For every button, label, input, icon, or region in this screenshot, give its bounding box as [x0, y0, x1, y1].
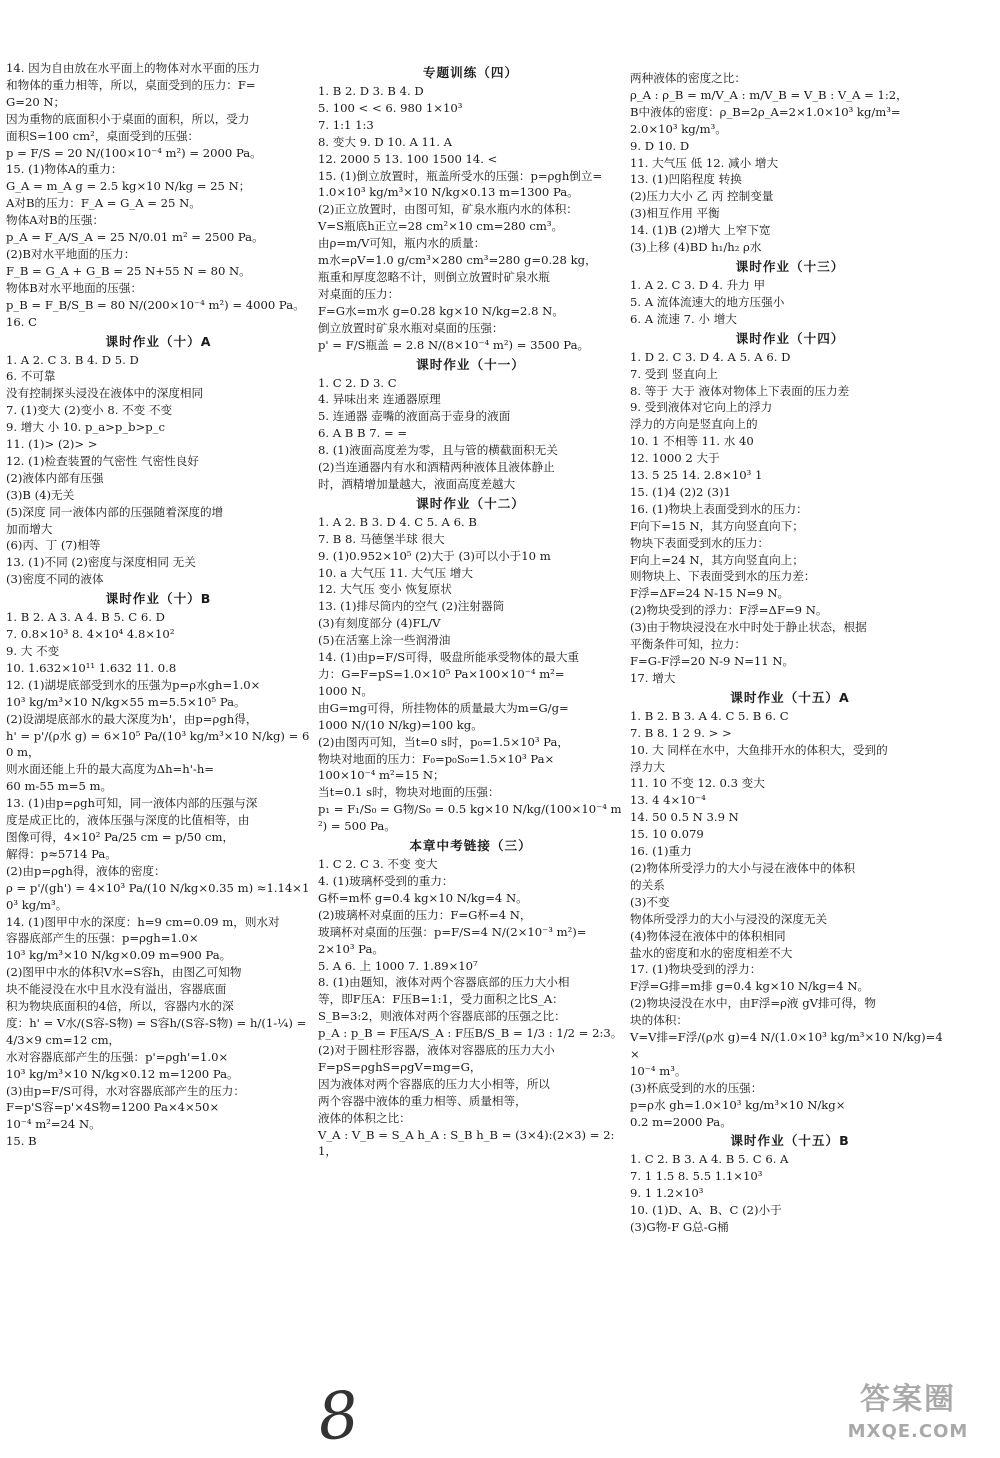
answer-line: 浮力的方向是竖直向上的 — [630, 417, 758, 432]
answer-line: p_B = F_B/S_B = 80 N/(200×10⁻⁴ m²) = 4000 Pa。 — [6, 297, 305, 312]
answer-line: 9. 1 1.2×10³ — [630, 1186, 704, 1201]
answer-line: (2)液体内部有压强 — [6, 470, 104, 485]
section-heading: 课时作业（十五）A — [730, 689, 850, 705]
answer-line: (3)G物-F G总-G桶 — [630, 1220, 729, 1235]
answer-line: 13. (1)凹陷程度 转换 — [630, 172, 742, 187]
answer-line: 两种液体的密度之比： — [630, 71, 746, 85]
answer-line: 8. (1)液面高度差为零，且与管的横截面积无关 — [318, 443, 558, 458]
answer-line: 14. (1)图甲中水的深度：h=9 cm=0.09 m，则水对 — [6, 914, 280, 929]
answer-line: 15. 10 0.079 — [630, 827, 704, 842]
answer-line: 8. (1)由题知，液体对两个容器底部的压力大小相 — [318, 975, 570, 990]
answer-line: F=G-F浮=20 N-9 N=11 N。 — [630, 654, 795, 668]
answer-line: 12. 大气压 变小 恢复原状 — [318, 582, 452, 597]
answer-line: 因为重物的底面积小于桌面的面积，所以，受力 — [6, 111, 250, 126]
answer-line: G_A = m_A g = 2.5 kg×10 N/kg = 25 N； — [6, 179, 251, 194]
answer-line: 15. (1)倒立放置时，瓶盖所受水的压强：p=ρgh倒立= — [318, 168, 603, 183]
answer-line: 力：G=F=pS=1.0×10⁵ Pa×100×10⁻⁴ m²= — [318, 667, 565, 681]
answer-line: B中液体的密度：ρ_B=2ρ_A=2×1.0×10³ kg/m³= — [630, 104, 901, 119]
answer-line: 60 m-55 m=5 m。 — [6, 779, 113, 794]
answer-line: 4/3×9 cm=12 cm， — [6, 1032, 121, 1047]
answer-line: 盐水的密度和水的密度相差不大 — [630, 945, 793, 960]
answer-line: 8. 变大 9. D 10. A 11. A — [318, 134, 453, 149]
answer-line: ρ_A : ρ_B = m/V_A : m/V_B = V_B : V_A = 1:2， — [630, 87, 908, 102]
answer-line: 玻璃杯对桌面的压强：p=F/S=4 N/(2×10⁻³ m²)= — [318, 924, 587, 939]
answer-line: 的关系 — [630, 877, 665, 892]
answer-line: 1. A 2. C 3. D 4. 升力 甲 — [630, 277, 766, 292]
answer-line: (2)当连通器内有水和酒精两种液体且液体静止 — [318, 460, 555, 475]
section-heading: 专题训练（四） — [422, 65, 519, 80]
answer-line: G杯=m杯 g=0.4 kg×10 N/kg=4 N。 — [318, 890, 528, 905]
answer-line: 14. 50 0.5 N 3.9 N — [630, 810, 739, 825]
answer-line: (3)由p=F/S可得，水对容器底部产生的压力： — [6, 1083, 245, 1098]
answer-line: 10. 大 同样在水中，大鱼排开水的体积大，受到的 — [630, 742, 888, 757]
section-heading: 课时作业（十）B — [105, 591, 212, 607]
answer-line: 等，即F压A：F压B=1:1，受力面积之比S_A： — [318, 992, 564, 1007]
answer-line: F向上=24 N，其方向竖直向上； — [630, 552, 804, 567]
answer-line: 1. B 2. B 3. A 4. C 5. B 6. C — [630, 708, 789, 723]
answer-line: (6)丙、丁 (7)相等 — [6, 538, 101, 553]
answer-line: 面积S=100 cm²，桌面受到的压强： — [6, 128, 200, 143]
answer-line: 100×10⁻⁴ m²=15 N； — [318, 768, 445, 783]
answer-line: 5. 连通器 壶嘴的液面高于壶身的液面 — [318, 409, 511, 424]
answer-line: 1. B 2. A 3. A 4. B 5. C 6. D — [6, 610, 165, 625]
answer-line: 物体A对B的压强： — [6, 213, 105, 228]
answer-line: 7. 0.8×10³ 8. 4×10⁴ 4.8×10² — [6, 627, 175, 642]
answer-line: 1. C 2. B 3. A 4. B 5. C 6. A — [630, 1152, 789, 1167]
answer-line: 积为物块底面积的4倍，所以，容器内水的深 — [6, 999, 234, 1014]
answer-line: V=S瓶底h正立=28 cm²×10 cm=280 cm³。 — [318, 219, 564, 234]
section-heading: 课时作业（十三） — [735, 258, 845, 274]
section-heading: 课时作业（十）A — [105, 333, 212, 349]
answer-line: 没有控制探头浸没在液体中的深度相同 — [6, 386, 204, 401]
answer-line: (2)图甲中水的体积V水=S容h，由图乙可知物 — [6, 965, 242, 980]
answer-line: 液体的体积之比： — [318, 1110, 411, 1125]
answer-line: 度：h' = V水/(S容-S物) = S容h/(S容-S物) = h/(1-¼) = — [6, 1015, 307, 1030]
answer-line: (4)物体浸在液体中的体积相同 — [630, 928, 786, 943]
answer-line: 6. A 流速 7. 小 增大 — [630, 311, 737, 326]
answer-line: 解得：p≈5714 Pa。 — [6, 846, 117, 861]
answer-line: 10³ kg/m³×10 N/kg×0.12 m=1200 Pa。 — [6, 1066, 239, 1081]
answer-line: (3)相互作用 平衡 — [630, 206, 720, 221]
answer-line: 13. (1)不同 (2)密度与深度相同 无关 — [6, 555, 196, 570]
answer-line: m水=ρV=1.0 g/cm³×280 cm³=280 g=0.28 kg， — [318, 253, 597, 268]
answer-line: (2)设湖堤底部水的最大深度为h'，由p=ρgh得， — [6, 711, 258, 726]
answer-line: 1. C 2. D 3. C — [318, 375, 397, 390]
answer-line: 13. (1)排尽筒内的空气 (2)注射器筒 — [318, 599, 505, 614]
answer-line: F=p'S容=p'×4S物=1200 Pa×4×50× — [6, 1100, 220, 1115]
answer-line: 10⁻⁴ m³。 — [630, 1063, 687, 1078]
answer-line: F_B = G_A + G_B = 25 N+55 N = 80 N。 — [6, 263, 251, 278]
answer-line: 9. 增大 小 10. p_a>p_b>p_c — [6, 420, 165, 435]
answer-line: 两个容器中液体的重力相等、质量相等， — [318, 1093, 527, 1108]
answer-line: A对B的压力：F_A = G_A = 25 N。 — [6, 196, 201, 211]
answer-line: 块的体积： — [630, 1013, 688, 1028]
answer-line: 12. (1)湖堤底部受到水的压强为p=ρ水gh=1.0× — [6, 677, 261, 692]
answer-line: 7. (1)变大 (2)变小 8. 不变 不变 — [6, 403, 173, 418]
answer-line: 1.0×10³ kg/m³×10 N/kg×0.13 m=1300 Pa。 — [318, 185, 579, 200]
answer-line: 平衡条件可知，拉力： — [630, 637, 746, 652]
watermark-brand: 答案圈 — [860, 1382, 956, 1417]
answer-line: 14. (1)B (2)增大 上窄下宽 — [630, 223, 771, 238]
answer-line: 因为液体对两个容器底的压力大小相等，所以 — [318, 1076, 550, 1091]
answer-line: 瓶重和厚度忽略不计，则倒立放置时矿泉水瓶 — [318, 269, 550, 284]
answer-line: 16. (1)物块上表面受到水的压力： — [630, 501, 808, 516]
answer-line: 7. 1:1 1:3 — [318, 117, 374, 132]
answer-line: G=20 N； — [6, 94, 66, 109]
answer-line: 6. A B B 7. = = — [318, 426, 408, 441]
answer-line: 4. 异味出来 连通器原理 — [318, 392, 441, 407]
answer-line: 倒立放置时矿泉水瓶对桌面的压强： — [318, 320, 504, 335]
answer-line: 4. (1)玻璃杯受到的重力： — [318, 873, 454, 888]
answer-line: 10. 1 不相等 11. 水 40 — [630, 434, 754, 449]
answer-line: 13. (1)由p=ρgh可知，同一液体内部的压强与深 — [6, 796, 258, 811]
answer-line: 11. (1)> (2)> > — [6, 437, 98, 452]
answer-line: (3)不变 — [630, 894, 670, 909]
answer-line: p₁ = F₁/S₀ = G物/S₀ = 0.5 kg×10 N/kg/(100×10⁻⁴ m²) = 500 Pa。 — [318, 802, 622, 834]
answer-line: 7. B 8. 马德堡半球 很大 — [318, 531, 445, 546]
answer-line: 加而增大 — [6, 521, 53, 536]
answer-line: 17. 增大 — [630, 670, 676, 685]
section-heading: 课时作业（十五）B — [730, 1133, 850, 1149]
answer-line: 15. B — [6, 1134, 37, 1149]
section-heading: 课时作业（十二） — [416, 495, 525, 511]
section-heading: 课时作业（十一） — [416, 356, 525, 372]
answer-line: 容器底部产生的压强：p=ρgh=1.0× — [6, 931, 199, 946]
answer-line: 当t=0.1 s时，物块对地面的压强： — [318, 785, 500, 800]
answer-line: 13. 5 25 14. 2.8×10³ 1 — [630, 468, 763, 483]
answer-line: 15. (1)4 (2)2 (3)1 — [630, 484, 731, 499]
answer-line: V_A : V_B = S_A h_A : S_B h_B = (3×4):(2×3) = 2:1， — [318, 1127, 615, 1159]
answer-line: 16. (1)重力 — [630, 844, 692, 859]
answer-line: p_A : p_B = F压A/S_A : F压B/S_B = 1/3 : 1/2 = 2:3。 — [318, 1026, 623, 1041]
answer-line: (2)由图丙可知，当t=0 s时，p₀=1.5×10³ Pa， — [318, 734, 569, 749]
answer-line: 1. C 2. C 3. 不变 变大 — [318, 857, 438, 872]
answer-line: 物体B对水平地面的压强： — [6, 280, 143, 295]
answer-line: 17. (1)物块受到的浮力： — [630, 962, 762, 977]
answer-line: 5. A 流体流速大的地方压强小 — [630, 294, 785, 309]
answer-line: F浮=ΔF=24 N-15 N=9 N。 — [630, 586, 790, 601]
answer-line: 10³ kg/m³×10 N/kg×55 m=5.5×10⁵ Pa。 — [6, 694, 246, 709]
answer-line: 10. (1)D、A、B、C (2)小于 — [630, 1203, 782, 1218]
answer-line: 9. 大 不变 — [6, 644, 60, 658]
answer-line: 对桌面的压力： — [318, 286, 400, 301]
answer-line: 14. 因为自由放在水平面上的物体对水平面的压力 — [6, 61, 260, 75]
answer-line: 12. (1)检查装置的气密性 气密性良好 — [6, 453, 199, 468]
answer-line: 16. C — [6, 314, 37, 329]
answer-line: 15. (1)物体A的重力： — [6, 162, 123, 177]
answer-line: (2)玻璃杯对桌面的压力：F=G杯=4 N， — [318, 907, 532, 922]
answer-line: p_A = F_A/S_A = 25 N/0.01 m² = 2500 Pa。 — [6, 230, 264, 245]
answer-line: 1000 N。 — [318, 683, 373, 698]
answer-line: 水对容器底部产生的压强：p'=ρgh'=1.0× — [6, 1049, 229, 1064]
answer-line: h' = p'/(ρ水 g) = 6×10⁵ Pa/(10³ kg/m³×10 N/kg) = 60 m， — [6, 728, 310, 760]
handwritten-page-number: 8 — [314, 1378, 363, 1456]
answer-line: 9. D 10. D — [630, 138, 690, 153]
answer-column-right — [630, 70, 950, 1236]
answer-line: S_B=3:2，则液体对两个容器底部的压强之比： — [318, 1009, 566, 1024]
answer-line: 物块下表面受到水的压力： — [630, 535, 770, 550]
answer-line: p = F/S = 20 N/(100×10⁻⁴ m²) = 2000 Pa。 — [6, 145, 262, 160]
answer-line: 12. 1000 2 大于 — [630, 451, 720, 466]
answer-line: (2)物块浸没在水中，由F浮=ρ液 gV排可得，物 — [630, 996, 876, 1011]
answer-line: 图像可得，4×10² Pa/25 cm = p/50 cm， — [6, 829, 235, 844]
answer-line: 块不能浸没在水中且水没有溢出，容器底面 — [6, 982, 227, 997]
answer-line: (2)物体所受浮力的大小与浸在液体中的体积 — [630, 860, 856, 875]
answer-line: 10. a 大气压 11. 大气压 增大 — [318, 565, 473, 580]
answer-line: p=ρ水 gh=1.0×10³ kg/m³×10 N/kg× — [630, 1097, 846, 1112]
answer-line: 则物块上、下表面受到水的压力差： — [630, 569, 816, 584]
answer-line: 5. 100 < < 6. 980 1×10³ — [318, 100, 463, 115]
answer-line: 11. 大气压 低 12. 减小 增大 — [630, 155, 779, 170]
answer-line: (2)物块受到的浮力：F浮=ΔF=9 N。 — [630, 603, 828, 618]
answer-line: 13. 4 4×10⁻⁴ — [630, 793, 706, 808]
answer-line: 10. 1.632×10¹¹ 1.632 11. 0.8 — [6, 660, 177, 675]
answer-line: 7. 受到 竖直向上 — [630, 366, 718, 381]
answer-column-left — [6, 60, 311, 1150]
answer-line: (3)有刻度部分 (4)FL/V — [318, 616, 441, 631]
answer-line: (3)由于物块浸没在水中时处于静止状态，根据 — [630, 620, 867, 635]
answer-line: 9. (1)0.952×10⁵ (2)大于 (3)可以小于10 m — [318, 548, 551, 563]
answer-line: ρ = p'/(gh') = 4×10³ Pa/(10 N/kg×0.35 m) ≈1.14×10³ kg/m³。 — [6, 880, 310, 912]
answer-line: 9. 受到液体对它向上的浮力 — [630, 400, 773, 415]
answer-line: 2×10³ Pa。 — [318, 941, 384, 956]
answer-line: 1. D 2. C 3. D 4. A 5. A 6. D — [630, 349, 791, 364]
answer-line: (2)压力大小 乙 丙 控制变量 — [630, 189, 774, 204]
answer-line: p' = F/S瓶盖 = 2.8 N/(8×10⁻⁴ m²) = 3500 Pa。 — [318, 337, 590, 352]
answer-line: 由ρ=m/V可知，瓶内水的质量： — [318, 236, 486, 251]
answer-line: V=V排=F浮/(ρ水 g)=4 N/(1.0×10³ kg/m³×10 N/kg)=4× — [630, 1030, 943, 1061]
answer-line: 5. A 6. 上 1000 7. 1.89×10⁷ — [318, 958, 478, 973]
watermark-logo — [824, 1380, 992, 1452]
watermark-url: MXQE.COM — [847, 1421, 969, 1442]
answer-line: 14. (1)由p=F/S可得，吸盘所能承受物体的最大重 — [318, 650, 580, 665]
answer-line: 由G=mg可得，所挂物体的质量最大为m=G/g= — [318, 700, 569, 715]
answer-line: F向下=15 N，其方向竖直向下； — [630, 518, 804, 533]
answer-line: 1000 N/(10 N/kg)=100 kg。 — [318, 717, 483, 732]
answer-line: 度是成正比的，液体压强与深度的比值相等，由 — [6, 813, 250, 828]
answer-line: 时，酒精增加量越大，液面高度差越大 — [318, 476, 516, 491]
answer-line: 和物体的重力相等，所以，桌面受到的压力：F= — [6, 77, 256, 92]
answer-line: (2)B对水平地面的压力： — [6, 246, 136, 261]
answer-line: 10³ kg/m³×10 N/kg×0.09 m=900 Pa。 — [6, 948, 232, 963]
answer-line: (2)由p=ρgh得，液体的密度： — [6, 863, 166, 878]
answer-line: 7. 1 1.5 8. 5.5 1.1×10³ — [630, 1169, 763, 1184]
answer-line: 6. 不可靠 — [6, 369, 56, 384]
answer-line: (5)在活塞上涂一些润滑油 — [318, 633, 451, 648]
answer-line: (3)密度不同的液体 — [6, 572, 104, 587]
answer-line: 物体所受浮力的大小与浸没的深度无关 — [630, 911, 828, 926]
answer-line: (3)B (4)无关 — [6, 487, 75, 502]
answer-line: 8. 等于 大于 液体对物体上下表面的压力差 — [630, 383, 850, 398]
answer-line: 0.2 m=2000 Pa。 — [630, 1114, 732, 1129]
answer-line: 浮力大 — [630, 759, 665, 774]
answer-line: 10⁻⁴ m²=24 N。 — [6, 1117, 101, 1132]
answer-line: (2)对于圆柱形容器，液体对容器底的压力大小 — [318, 1043, 555, 1058]
answer-line: (2)正立放置时，由图可知，矿泉水瓶内水的体积： — [318, 202, 578, 217]
answer-line: F=G水=m水 g=0.28 kg×10 N/kg=2.8 N。 — [318, 303, 564, 318]
answer-line: 1. A 2. B 3. D 4. C 5. A 6. B — [318, 514, 477, 529]
answer-line: 物块对地面的压力：F₀=p₀S₀=1.5×10³ Pa× — [318, 751, 555, 766]
answer-line: (3)杯底受到的水的压强： — [630, 1080, 763, 1095]
answer-line: 1. A 2. C 3. B 4. D 5. D — [6, 352, 139, 367]
answer-line: 12. 2000 5 13. 100 1500 14. < — [318, 151, 498, 166]
answer-line: (5)深度 同一液体内部的压强随着深度的增 — [6, 504, 224, 519]
answer-line: 11. 10 不变 12. 0.3 变大 — [630, 776, 765, 791]
answer-line: 7. B 8. 1 2 9. > > — [630, 725, 732, 740]
answer-column-middle — [318, 62, 623, 1160]
answer-line: (3)上移 (4)BD h₁/h₂ ρ水 — [630, 240, 762, 255]
answer-line: F浮=G排=m排 g=0.4 kg×10 N/kg=4 N。 — [630, 979, 870, 994]
answer-line: 1. B 2. D 3. B 4. D — [318, 84, 424, 98]
answer-line: F=pS=ρghS=ρgV=mg=G， — [318, 1059, 482, 1074]
answer-line: 2.0×10³ kg/m³。 — [630, 121, 727, 136]
section-heading: 课时作业（十四） — [735, 330, 845, 346]
answer-line: 则水面还能上升的最大高度为Δh=h'-h= — [6, 762, 215, 777]
section-heading: 本章中考链接（三） — [409, 838, 532, 854]
